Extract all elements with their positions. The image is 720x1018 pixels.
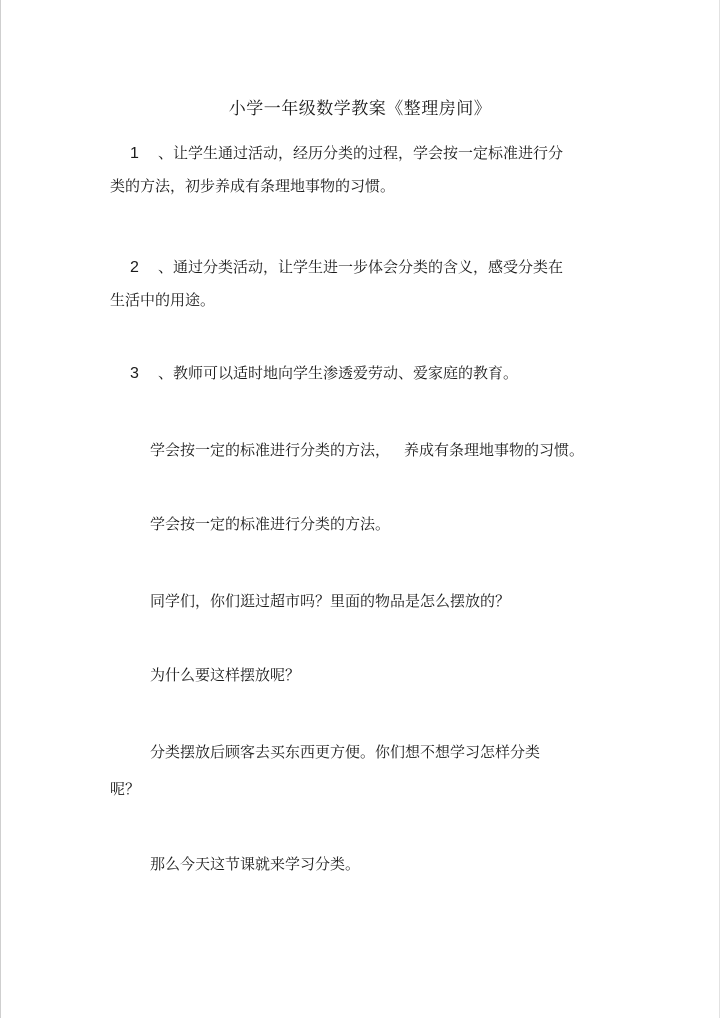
goal-2-line-1	[130, 257, 563, 278]
goal-2-line-2: 生活中的用途。	[110, 291, 216, 309]
goal-1-text: 、让学生通过活动，经历分类的过程，学会按一定标准进行分	[158, 144, 564, 162]
goal-2-text: 、通过分类活动，让学生进一步体会分类的含义，感受分类在	[158, 258, 564, 276]
goal-3-line-1	[130, 363, 518, 384]
document-title: 小学一年级数学教案《整理房间》	[228, 99, 492, 119]
goal-3-text: 、教师可以适时地向学生渗透爱劳动、爱家庭的教育。	[158, 364, 519, 382]
goal-1-line-2: 类的方法，初步养成有条理地事物的习惯。	[110, 177, 396, 195]
dialogue-line-3: 分类摆放后顾客去买东西更方便。你们想不想学习怎样分类	[150, 743, 541, 761]
key-point-line	[150, 440, 584, 460]
key-point-part-2: 养成有条理地事物的习惯。	[404, 441, 585, 459]
dialogue-line-1: 同学们，你们逛过超市吗？里面的物品是怎么摆放的？	[150, 592, 511, 610]
goal-2-number: 2	[130, 259, 139, 276]
dialogue-line-2: 为什么要这样摆放呢？	[150, 666, 301, 684]
key-point-part-1: 学会按一定的标准进行分类的方法，	[150, 441, 391, 459]
goal-1-line-1	[130, 143, 563, 164]
goal-1-number: 1	[130, 145, 139, 162]
goal-3-number: 3	[130, 365, 139, 382]
page-border-left	[0, 0, 1, 1018]
dialogue-line-5: 那么今天这节课就来学习分类。	[150, 855, 361, 873]
difficulty-line: 学会按一定的标准进行分类的方法。	[150, 515, 391, 533]
dialogue-line-4: 呢？	[110, 780, 141, 798]
